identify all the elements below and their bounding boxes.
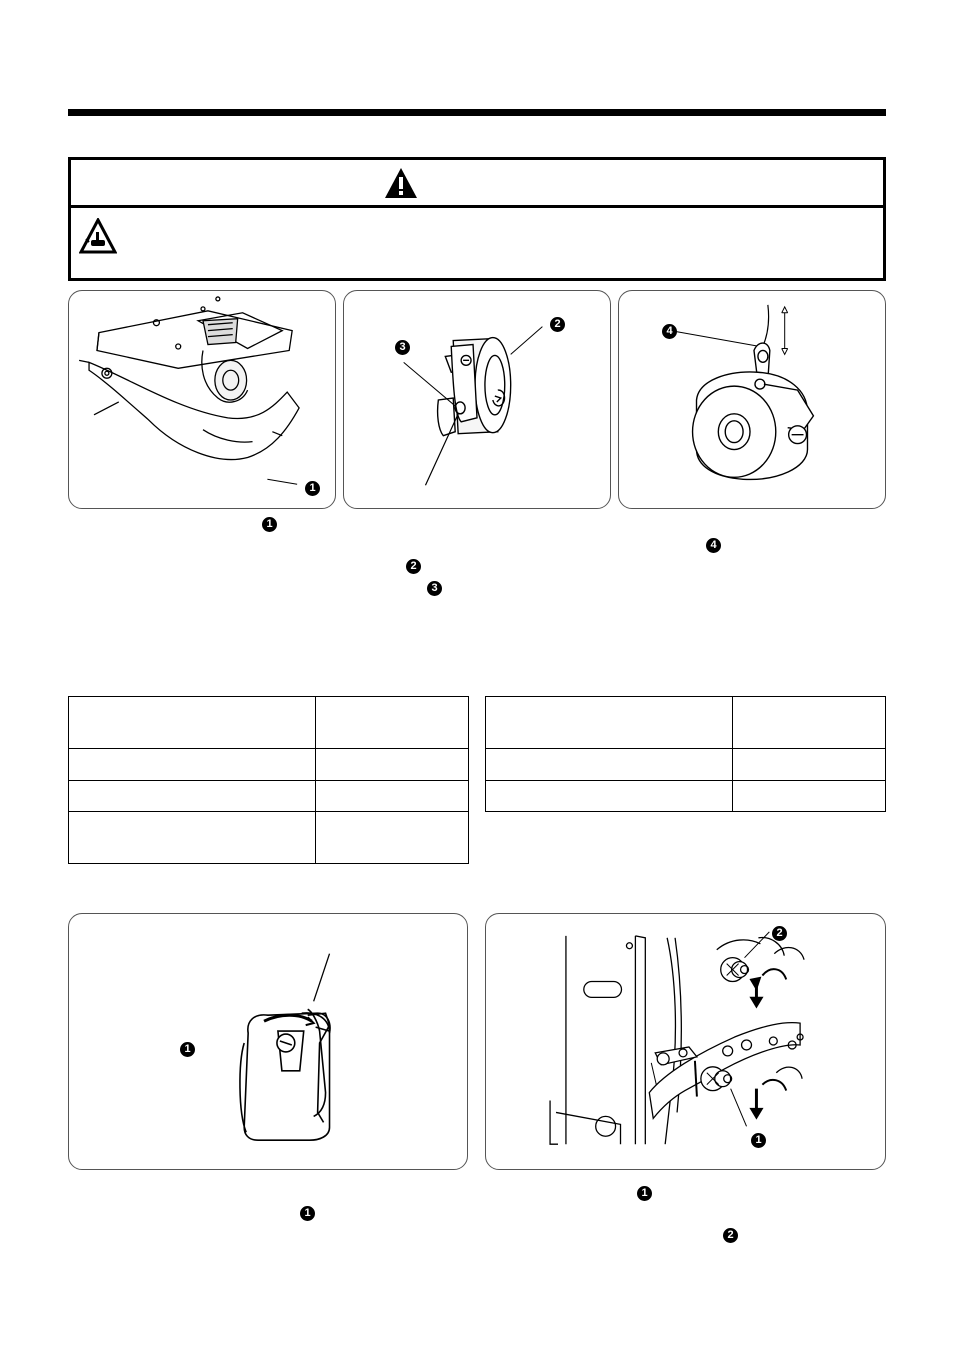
figure-bobbin-case [343,290,611,509]
table-cell [486,781,733,812]
marker-2-tension-nut: 2 [772,926,787,941]
marker-1: 1 [305,481,320,496]
caption-marker-2b: 2 [723,1228,738,1243]
hook-cover-illustration [69,291,335,508]
warning-triangle-icon [383,166,419,200]
figure-tension-screw [68,913,468,1170]
caption-marker-4: 4 [706,538,721,553]
table-cell [733,749,886,781]
caption-marker-3: 3 [427,581,442,596]
tension-screw-illustration [69,914,467,1169]
table-cell [316,781,469,812]
figure-hook-cover [68,290,336,509]
table-row [486,749,886,781]
marker-1-tension-nut: 1 [751,1133,766,1148]
table-row [69,697,469,749]
tension-nuts-illustration [486,914,885,1169]
table-row [486,697,886,749]
top-rule [68,109,886,116]
caption-marker-2: 2 [406,559,421,574]
table-cell [69,781,316,812]
table-row [69,781,469,812]
table-cell [733,781,886,812]
table-row [69,749,469,781]
spec-table-right [485,696,886,812]
caption-marker-1b: 1 [637,1186,652,1201]
table-cell [316,749,469,781]
table-cell [316,812,469,864]
marker-3: 3 [395,340,410,355]
table-row [69,812,469,864]
caution-divider [71,205,883,208]
table-cell [69,749,316,781]
table-row [486,781,886,812]
marker-1-tension-screw: 1 [180,1042,195,1057]
table-cell [69,812,316,864]
table-cell [486,749,733,781]
table-cell [69,697,316,749]
caution-box [68,157,886,281]
bobbin-case-illustration [344,291,610,508]
caption-marker-1c: 1 [300,1206,315,1221]
table-cell [316,697,469,749]
caption-marker-1: 1 [262,517,277,532]
table-cell [733,697,886,749]
table-cell [486,697,733,749]
spec-table-left [68,696,469,864]
hand-injury-icon [79,218,117,256]
marker-2: 2 [550,317,565,332]
bobbin-tension-illustration [619,291,885,508]
figure-bobbin-tension [618,290,886,509]
figure-tension-nuts [485,913,886,1170]
marker-4: 4 [662,324,677,339]
